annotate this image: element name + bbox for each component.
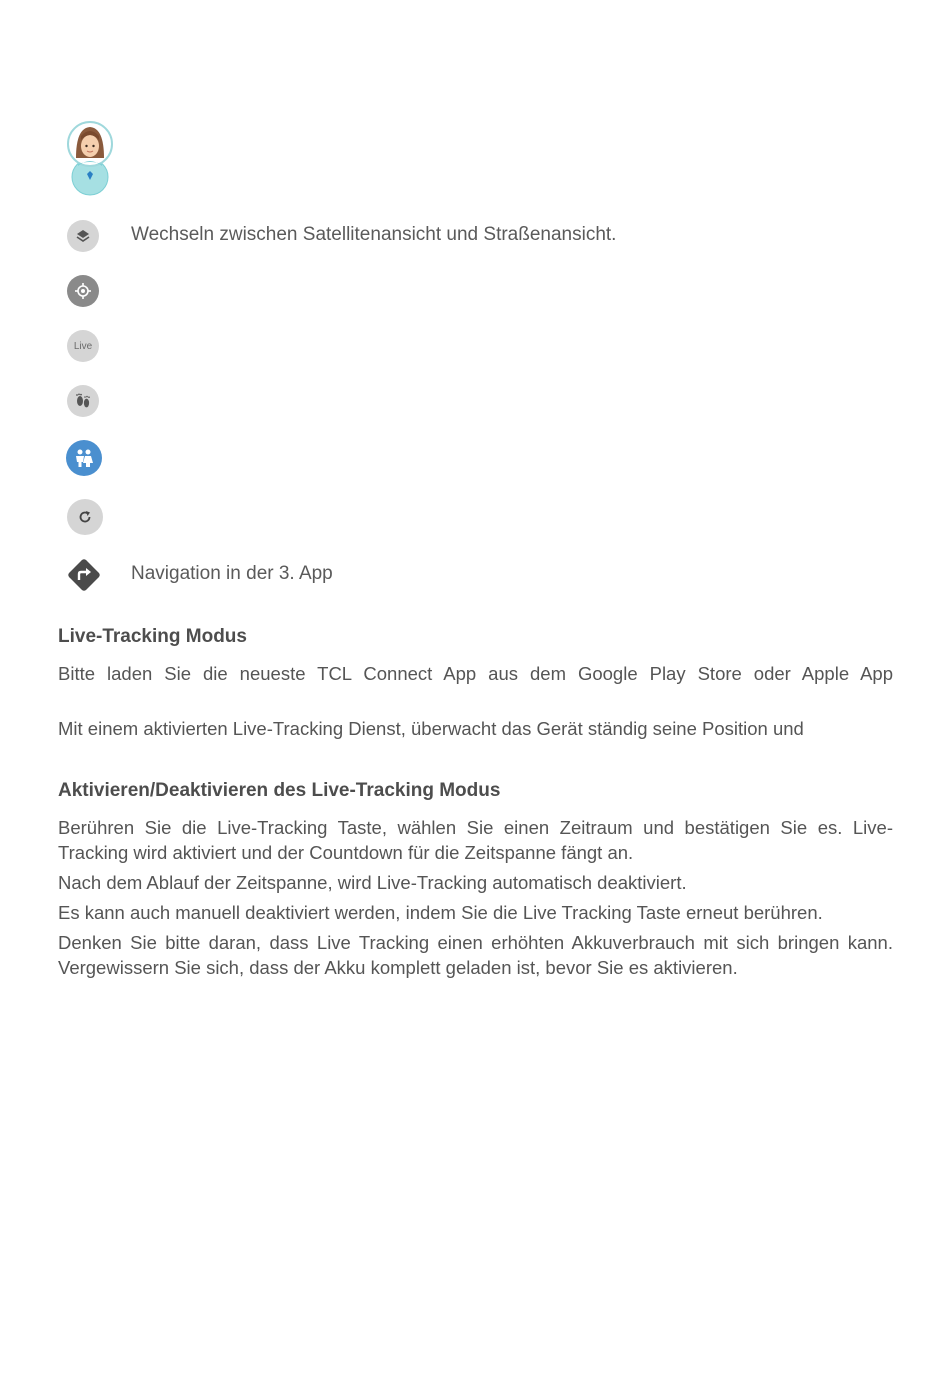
activate-paragraph-3: Es kann auch manuell deaktiviert werden, indem Sie die Live Tracking Taste erneut berühren. — [58, 902, 823, 923]
refresh-icon — [67, 499, 103, 535]
layers-description: Wechseln zwischen Satellitenansicht und Straßenansicht. — [131, 224, 617, 245]
layers-icon — [67, 220, 99, 252]
family-icon — [66, 440, 102, 476]
activate-paragraph-1: Berühren Sie die Live-Tracking Taste, wählen Sie einen Zeitraum und bestätigen Sie es. Live-Tracking wird aktiviert und der Countdown für die Zeitspanne fängt an. — [58, 817, 893, 863]
activate-paragraph-4: Denken Sie bitte daran, dass Live Tracking einen erhöhten Akkuverbrauch mit sich bringen kann. Vergewissern Sie sich, dass der Akku komplett geladen ist, bevor Sie es aktivieren. — [58, 932, 893, 978]
live-icon — [67, 330, 99, 362]
footsteps-icon — [67, 385, 99, 417]
avatar-icon — [66, 120, 114, 198]
live-tracking-paragraph-1: Bitte laden Sie die neueste TCL Connect App aus dem Google Play Store oder Apple App — [58, 663, 893, 684]
live-tracking-paragraph-2: Mit einem aktivierten Live-Tracking Dienst, überwacht das Gerät ständig seine Position und — [58, 718, 804, 739]
section-heading-live-tracking: Live-Tracking Modus — [58, 626, 247, 647]
navigation-description: Navigation in der 3. App — [131, 563, 333, 584]
navigation-icon — [66, 557, 102, 593]
activate-paragraph-2: Nach dem Ablauf der Zeitspanne, wird Live-Tracking automatisch deaktiviert. — [58, 872, 687, 893]
live-icon-label: Live — [73, 340, 93, 352]
section-heading-activate: Aktivieren/Deaktivieren des Live-Tracking Modus — [58, 780, 501, 801]
locate-icon — [67, 275, 99, 307]
